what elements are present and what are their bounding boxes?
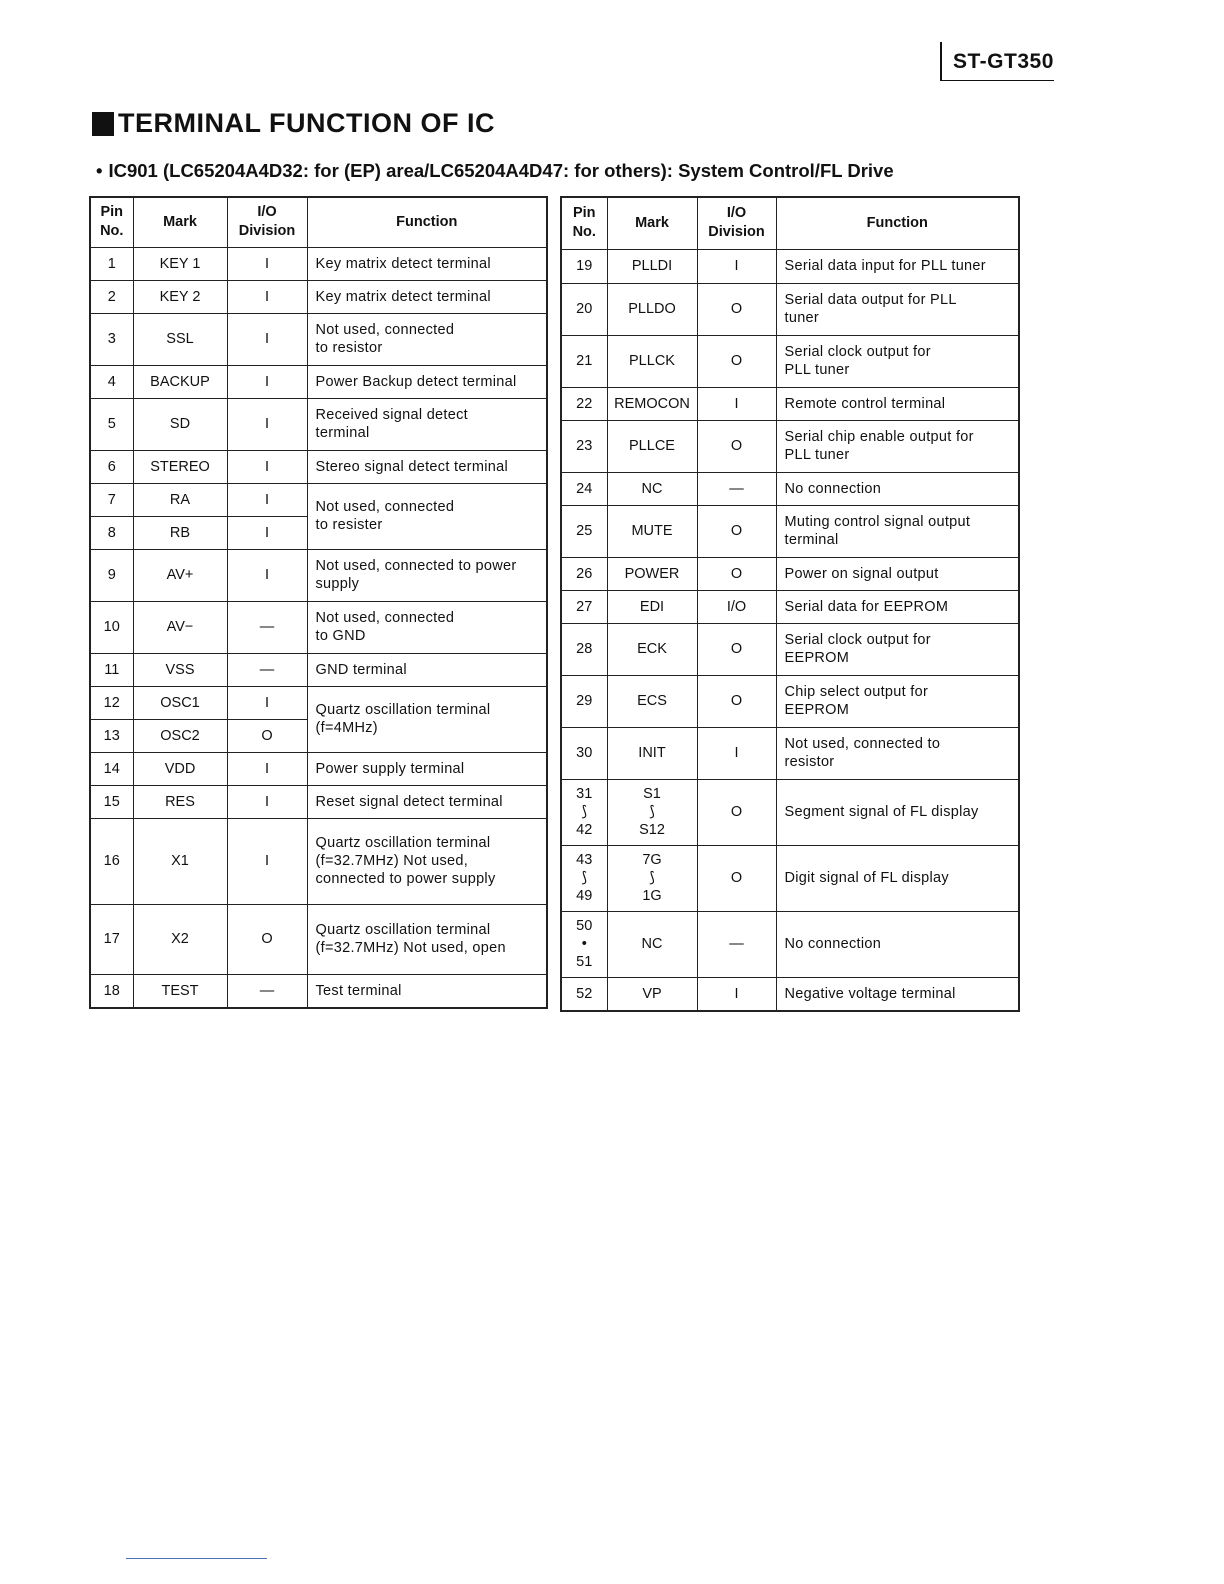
table-row (90, 280, 547, 313)
footer-rule (126, 1558, 267, 1559)
io-cell: I (227, 752, 307, 785)
table-row (561, 472, 1019, 505)
pin-cell (561, 845, 607, 911)
io-cell: I (227, 686, 307, 719)
table-row (90, 752, 547, 785)
mark-cell (607, 779, 697, 845)
terminal-table-left (89, 196, 548, 1009)
mark-cell: ECS (607, 675, 697, 727)
pin-to: 51 (576, 954, 593, 970)
table-row (90, 247, 547, 280)
mark-cell: SD (133, 398, 227, 450)
table-row (90, 653, 547, 686)
table-row (561, 420, 1019, 472)
mark-cell: INIT (607, 727, 697, 779)
io-cell: O (697, 335, 776, 387)
table-row (561, 335, 1019, 387)
pin-cell: 9 (90, 549, 133, 601)
mark-cell: KEY 1 (133, 247, 227, 280)
table-row (561, 283, 1019, 335)
table-row (561, 590, 1019, 623)
mark-cell (607, 845, 697, 911)
pin-cell: 18 (90, 974, 133, 1008)
io-cell: I (227, 516, 307, 549)
io-cell: — (697, 472, 776, 505)
table-row (561, 249, 1019, 283)
io-cell: O (697, 283, 776, 335)
function-cell: Test terminal (307, 974, 547, 1008)
pin-cell: 52 (561, 977, 607, 1011)
pin-to: 49 (576, 888, 593, 904)
mark-cell: RB (133, 516, 227, 549)
io-cell: I/O (697, 590, 776, 623)
function-cell: Quartz oscillation terminal (f=32.7MHz) Not used, connected to power supply (307, 818, 547, 904)
io-cell: — (697, 911, 776, 977)
col-header-io: I/O Division (697, 197, 776, 249)
function-cell: Power Backup detect terminal (307, 365, 547, 398)
pin-cell: 13 (90, 719, 133, 752)
pin-from: 43 (576, 852, 593, 868)
pin-cell: 15 (90, 785, 133, 818)
pin-cell: 7 (90, 483, 133, 516)
pin-cell: 5 (90, 398, 133, 450)
table-row (90, 549, 547, 601)
section-title (92, 108, 495, 139)
function-cell: Power on signal output (776, 557, 1019, 590)
mark-cell: VDD (133, 752, 227, 785)
io-cell: I (227, 785, 307, 818)
io-cell: — (227, 653, 307, 686)
pin-cell: 3 (90, 313, 133, 365)
function-cell: Serial clock output for EEPROM (776, 623, 1019, 675)
table-row (561, 727, 1019, 779)
mark-from: S1 (643, 786, 661, 802)
model-number: ST-GT350 (953, 50, 1054, 73)
table-row (561, 779, 1019, 845)
mark-cell: RES (133, 785, 227, 818)
mark-to: S12 (639, 822, 665, 838)
mark-cell: RA (133, 483, 227, 516)
subtitle (96, 160, 894, 182)
mark-cell: AV− (133, 601, 227, 653)
pin-cell: 8 (90, 516, 133, 549)
table-row (90, 686, 547, 719)
function-cell: Digit signal of FL display (776, 845, 1019, 911)
io-cell: O (697, 623, 776, 675)
io-cell: — (227, 601, 307, 653)
mark-cell: X1 (133, 818, 227, 904)
mark-cell: NC (607, 472, 697, 505)
io-cell: I (227, 247, 307, 280)
mark-cell: PLLDI (607, 249, 697, 283)
function-cell: Chip select output for EEPROM (776, 675, 1019, 727)
io-cell: I (697, 387, 776, 420)
mark-cell: TEST (133, 974, 227, 1008)
section-title-text: TERMINAL FUNCTION OF IC (118, 108, 495, 138)
function-cell: Muting control signal output terminal (776, 505, 1019, 557)
pin-cell: 6 (90, 450, 133, 483)
function-cell: Serial data input for PLL tuner (776, 249, 1019, 283)
io-cell: I (227, 549, 307, 601)
io-cell: O (697, 845, 776, 911)
table-row (561, 977, 1019, 1011)
table-row (561, 557, 1019, 590)
io-cell: O (697, 675, 776, 727)
table-row (90, 904, 547, 974)
io-cell: O (227, 904, 307, 974)
range-separator: ⟆ (581, 870, 588, 886)
mark-cell: BACKUP (133, 365, 227, 398)
col-header-function: Function (307, 197, 547, 247)
pin-to: 42 (576, 822, 593, 838)
io-cell: O (697, 557, 776, 590)
col-header-pin: Pin No. (561, 197, 607, 249)
function-cell: Received signal detect terminal (307, 398, 547, 450)
pin-cell: 17 (90, 904, 133, 974)
pin-cell: 21 (561, 335, 607, 387)
function-cell: Quartz oscillation terminal (f=32.7MHz) Not used, open (307, 904, 547, 974)
io-cell: I (227, 365, 307, 398)
pin-cell: 12 (90, 686, 133, 719)
function-cell: GND terminal (307, 653, 547, 686)
io-cell: O (697, 505, 776, 557)
io-cell: — (227, 974, 307, 1008)
table-row (90, 398, 547, 450)
io-cell: I (697, 977, 776, 1011)
pin-cell: 24 (561, 472, 607, 505)
col-header-mark: Mark (133, 197, 227, 247)
subtitle-text: IC901 (LC65204A4D32: for (EP) area/LC65204A4D47: for others): System Control/FL Drive (108, 160, 894, 181)
function-cell: Reset signal detect terminal (307, 785, 547, 818)
function-cell: Serial data output for PLL tuner (776, 283, 1019, 335)
io-cell: I (227, 818, 307, 904)
mark-cell: NC (607, 911, 697, 977)
function-cell: Not used, connected to resistor (307, 313, 547, 365)
mark-cell: STEREO (133, 450, 227, 483)
mark-cell: X2 (133, 904, 227, 974)
function-cell: Key matrix detect terminal (307, 280, 547, 313)
pin-from: 50 (576, 918, 593, 934)
pin-cell: 14 (90, 752, 133, 785)
table-row (90, 974, 547, 1008)
mark-cell: KEY 2 (133, 280, 227, 313)
table-row (90, 483, 547, 516)
function-cell: No connection (776, 911, 1019, 977)
table-row (561, 387, 1019, 420)
io-cell: I (227, 398, 307, 450)
range-separator: ⟆ (649, 870, 655, 886)
pin-cell: 23 (561, 420, 607, 472)
mark-cell: MUTE (607, 505, 697, 557)
mark-cell: OSC2 (133, 719, 227, 752)
terminal-table-right (560, 196, 1020, 1012)
function-cell: Stereo signal detect terminal (307, 450, 547, 483)
function-cell: Not used, connected to resistor (776, 727, 1019, 779)
table-row (561, 911, 1019, 977)
function-cell: Serial data for EEPROM (776, 590, 1019, 623)
mark-cell: PLLDO (607, 283, 697, 335)
pin-cell: 19 (561, 249, 607, 283)
pin-cell: 22 (561, 387, 607, 420)
pin-cell: 27 (561, 590, 607, 623)
function-cell: Not used, connected to power supply (307, 549, 547, 601)
table-row (90, 313, 547, 365)
io-cell: O (697, 420, 776, 472)
mark-cell: PLLCK (607, 335, 697, 387)
range-separator: ⟆ (649, 804, 655, 820)
mark-cell: VP (607, 977, 697, 1011)
col-header-io: I/O Division (227, 197, 307, 247)
io-cell: I (697, 727, 776, 779)
io-cell: I (697, 249, 776, 283)
model-number-box (940, 42, 1054, 81)
pin-from: 31 (576, 786, 593, 802)
function-cell: Remote control terminal (776, 387, 1019, 420)
table-row (561, 845, 1019, 911)
mark-cell: AV+ (133, 549, 227, 601)
mark-cell: ECK (607, 623, 697, 675)
pin-cell: 10 (90, 601, 133, 653)
table-row (90, 450, 547, 483)
function-cell: Segment signal of FL display (776, 779, 1019, 845)
table-row (90, 601, 547, 653)
function-cell: Serial clock output for PLL tuner (776, 335, 1019, 387)
io-cell: I (227, 483, 307, 516)
io-cell: I (227, 280, 307, 313)
pin-cell: 20 (561, 283, 607, 335)
pin-cell (561, 779, 607, 845)
pin-cell: 4 (90, 365, 133, 398)
function-cell: Serial chip enable output for PLL tuner (776, 420, 1019, 472)
pin-cell (561, 911, 607, 977)
col-header-mark: Mark (607, 197, 697, 249)
function-cell: Not used, connected to GND (307, 601, 547, 653)
pin-cell: 26 (561, 557, 607, 590)
pin-cell: 29 (561, 675, 607, 727)
mark-cell: VSS (133, 653, 227, 686)
function-cell: Negative voltage terminal (776, 977, 1019, 1011)
table-row (90, 365, 547, 398)
io-cell: O (697, 779, 776, 845)
heading-square-icon (92, 112, 114, 136)
bullet-icon: • (96, 160, 103, 181)
table-row (561, 505, 1019, 557)
mark-from: 7G (642, 852, 662, 868)
function-cell: Key matrix detect terminal (307, 247, 547, 280)
mark-cell: SSL (133, 313, 227, 365)
pin-cell: 16 (90, 818, 133, 904)
pin-cell: 30 (561, 727, 607, 779)
range-separator: ⟆ (581, 804, 588, 820)
mark-to: 1G (642, 888, 662, 904)
io-cell: O (227, 719, 307, 752)
function-cell: Power supply terminal (307, 752, 547, 785)
mark-cell: POWER (607, 557, 697, 590)
pin-cell: 2 (90, 280, 133, 313)
mark-cell: EDI (607, 590, 697, 623)
pin-cell: 28 (561, 623, 607, 675)
col-header-function: Function (776, 197, 1019, 249)
function-cell: Not used, connected to resister (307, 483, 547, 549)
pin-cell: 25 (561, 505, 607, 557)
table-row (561, 623, 1019, 675)
table-header-row (90, 197, 547, 247)
function-cell: No connection (776, 472, 1019, 505)
table-row (561, 675, 1019, 727)
io-cell: I (227, 450, 307, 483)
function-cell: Quartz oscillation terminal (f=4MHz) (307, 686, 547, 752)
pin-cell: 1 (90, 247, 133, 280)
range-separator: • (581, 936, 587, 952)
mark-cell: PLLCE (607, 420, 697, 472)
col-header-pin: Pin No. (90, 197, 133, 247)
table-row (90, 785, 547, 818)
pin-cell: 11 (90, 653, 133, 686)
table-row (90, 818, 547, 904)
io-cell: I (227, 313, 307, 365)
mark-cell: OSC1 (133, 686, 227, 719)
table-header-row (561, 197, 1019, 249)
mark-cell: REMOCON (607, 387, 697, 420)
